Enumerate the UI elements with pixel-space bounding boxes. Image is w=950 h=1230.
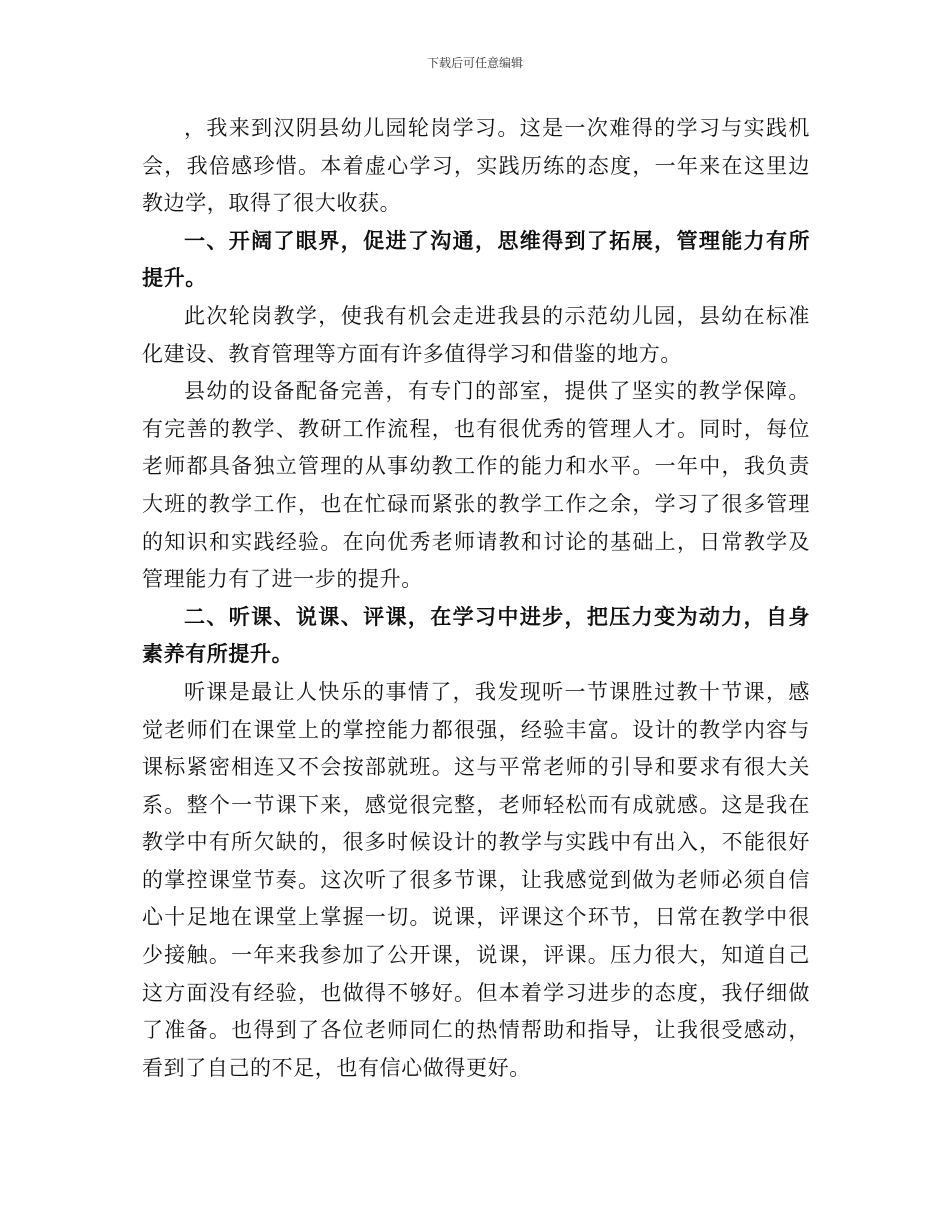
header-note: 下载后可任意编辑 — [426, 56, 523, 70]
paragraph-section2-a: 听课是最让人快乐的事情了，我发现听一节课胜过教十节课，感觉老师们在课堂上的掌控能力都很强，经验丰富。设计的教学内容与课标紧密相连又不会按部就班。这与平常老师的引导和要求有很大关系。整个一节课下来，感觉很完整，老师轻松而有成就感。这是我在教学中有所欠缺的，很多时候设计的教学与实践中有出入，不能很好的掌控课堂节奏。这次听了很多节课，让我感觉到做为老师必须自信心十足地在课堂上掌握一切。说课，评课这个环节，日常在教学中很少接触。一年来我参加了公开课，说课，评课。压力很大，知道自己这方面没有经验，也做得不够好。但本着学习进步的态度，我仔细做了准备。也得到了各位老师同仁的热情帮助和指导，让我很受感动，看到了自己的不足，也有信心做得更好。 — [142, 679, 810, 1080]
section-heading-2: 二、听课、说课、评课，在学习中进步，把压力变为动力，自身素养有所提升。 — [142, 604, 810, 667]
paragraph-section1-a: 此次轮岗教学，使我有机会走进我县的示范幼儿园，县幼在标准化建设、教育管理等方面有许多值得学习和借鉴的地方。 — [142, 303, 810, 366]
paragraph-section1-b: 县幼的设备配备完善，有专门的部室，提供了坚实的教学保障。有完善的教学、教研工作流程，也有很优秀的管理人才。同时，每位老师都具备独立管理的从事幼教工作的能力和水平。一年中，我负责大班的教学工作，也在忙碌而紧张的教学工作之余，学习了很多管理的知识和实践经验。在向优秀老师请教和讨论的基础上，日常教学及管理能力有了进一步的提升。 — [142, 379, 810, 592]
document-body — [142, 110, 810, 1087]
section-heading-1: 一、开阔了眼界，促进了沟通，思维得到了拓展，管理能力有所提升。 — [142, 228, 810, 291]
paragraph-intro: ，我来到汉阴县幼儿园轮岗学习。这是一次难得的学习与实践机会，我倍感珍惜。本着虚心学习，实践历练的态度，一年来在这里边教边学，取得了很大收获。 — [142, 116, 810, 216]
